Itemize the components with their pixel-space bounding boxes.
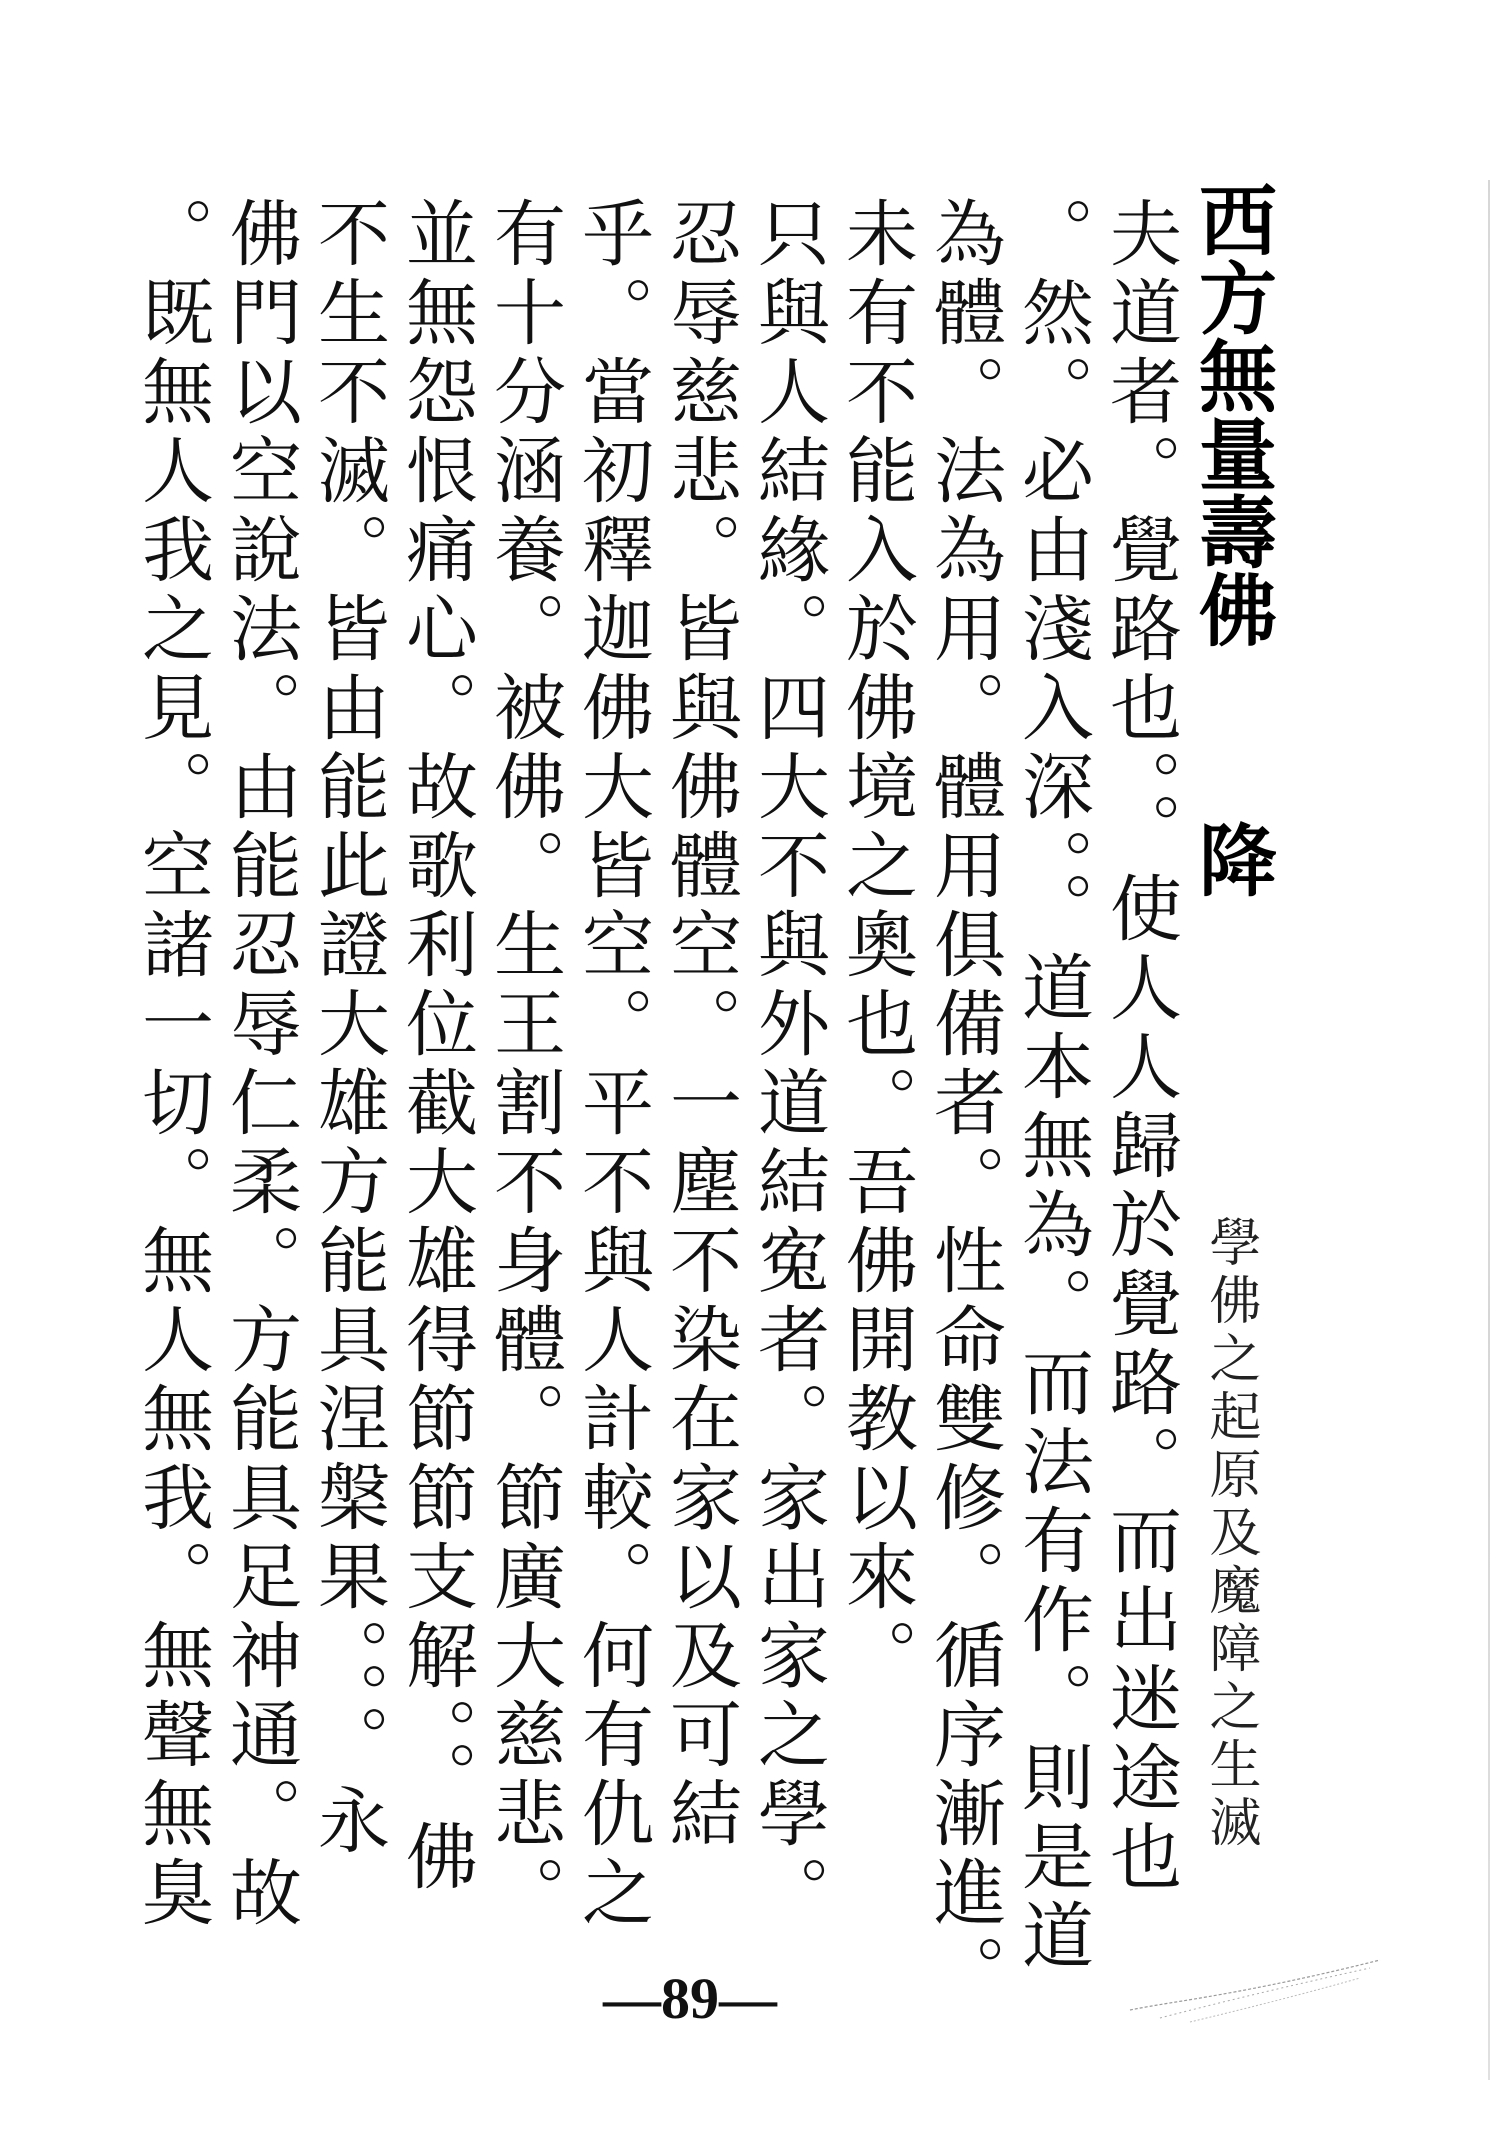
text-column-5: 只與人結緣。四大不與外道結寃者。家出家之學。 [746,196,830,1934]
text-column-2: 。然。必由淺入深。。道本無為。而法有作。則是道 [1010,196,1094,1977]
title-end [1186,820,1277,898]
text-column-1: 夫道者。覺路也。。使人人歸於覺路。而出迷途也 [1098,196,1182,1898]
text-column-9: 並無怨恨痛心。故歌利位截大雄得節節支解。。佛 [394,196,478,1898]
text-column-4: 未有不能入於佛境之奧也。吾佛開教以來。 [834,196,918,1697]
text-column-10: 不生不滅。皆由能此證大雄方能具涅槃果。。。永 [306,196,390,1862]
text-column-11: 佛門以空說法。由能忍辱仁柔。方能具足神通。故 [218,196,302,1934]
page-title [1186,180,1277,648]
text-column-12: 。既無人我之見。空諸一切。無人無我。無聲無臭 [130,196,214,1934]
side-note: 學佛之起原及魔障之生滅 [1200,1215,1260,1853]
title-main: 西方無量壽佛 [1186,180,1277,648]
page-edge [1488,180,1490,2080]
page-number: —89— [603,1966,777,2031]
text-column-7: 乎。當初釋迦佛大皆空。平不與人計較。何有仇之 [570,196,654,1934]
title-end-char: 降 [1186,820,1277,898]
text-column-3: 為體。法為用。體用俱備者。性命雙修。循序漸進。 [922,196,1006,2013]
text-column-8: 有十分涵養。被佛。生王割不身體。節廣大慈悲。 [482,196,566,1934]
text-column-6: 忍辱慈悲。皆與佛體空。一塵不染在家以及可結 [658,196,742,1855]
pencil-scribble [1120,1950,1400,2030]
